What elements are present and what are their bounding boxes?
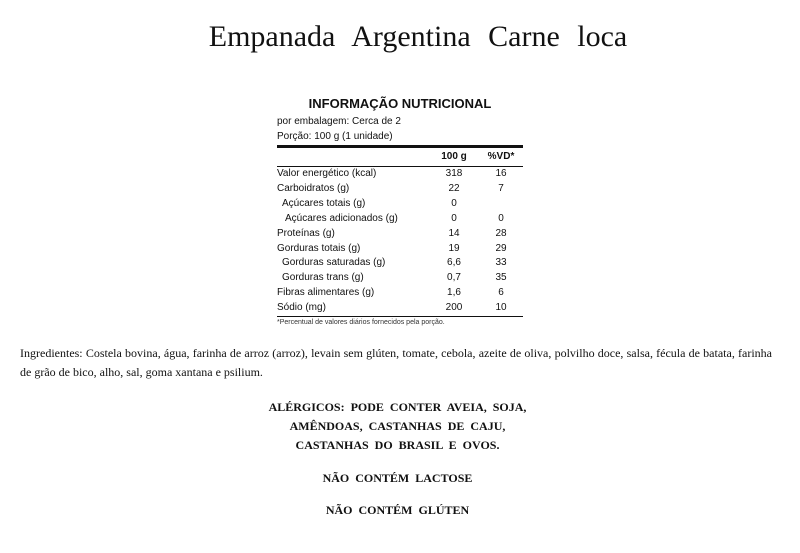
nutrient-name: Carboidratos (g) [277, 182, 350, 194]
nutrient-name: Gorduras saturadas (g) [282, 257, 386, 269]
nutrient-amount: 14 [448, 227, 460, 239]
nutrition-row [277, 271, 523, 286]
nutrient-name: Gorduras trans (g) [282, 272, 364, 284]
nutrition-row [277, 227, 523, 242]
nutrient-amount: 0 [451, 197, 457, 209]
portion-size: Porção: 100 g (1 unidade) [277, 131, 393, 142]
nutrition-table [277, 148, 523, 166]
nutrient-amount: 0,7 [447, 272, 461, 284]
lactose-free-notice: NÃO CONTÉM LACTOSE [322, 471, 473, 485]
nutrient-name: Gorduras totais (g) [277, 242, 361, 254]
nutrient-amount: 22 [448, 182, 460, 194]
nutrient-amount: 200 [445, 302, 463, 314]
column-vd-header: %VD* [487, 151, 515, 162]
nutrition-row [277, 197, 523, 212]
nutrient-amount: 19 [448, 242, 460, 254]
allergens-notice [0, 398, 795, 455]
footer-divider [277, 316, 523, 317]
nutrition-rows [277, 167, 523, 316]
nutrition-row [277, 256, 523, 271]
nutrient-name: Açúcares adicionados (g) [285, 212, 398, 224]
nutrient-amount: 318 [445, 168, 463, 179]
nutrition-row [277, 182, 523, 197]
nutrition-row [277, 242, 523, 257]
nutrition-header-row [277, 148, 523, 166]
daily-value-footnote: *Percentual de valores diários fornecidos pela porção. [277, 319, 445, 327]
nutrient-daily-value: 0 [498, 212, 504, 224]
nutrient-amount: 6,6 [447, 257, 461, 269]
nutrition-row [277, 212, 523, 227]
nutrition-row [277, 286, 523, 301]
nutrient-amount: 1,6 [447, 287, 461, 299]
product-title: Empanada Argentina Carne loca [208, 20, 628, 53]
ingredients-text: Ingredientes: Costela bovina, água, farinha de arroz (arroz), levain sem glúten, tomate, cebola, azeite de oliva, polvilho doce, salsa, fécula de batata, farinha de grão de bico, alho, sal, goma xantana e psilium. [20, 346, 772, 379]
allergens-line: ALÉRGICOS: PODE CONTER AVEIA, SOJA, [268, 400, 527, 414]
servings-per-package: por embalagem: Cerca de 2 [277, 116, 401, 127]
nutrient-daily-value: 6 [498, 287, 504, 299]
nutrition-heading: INFORMAÇÃO NUTRICIONAL [308, 96, 492, 111]
nutrient-name: Sódio (mg) [277, 302, 326, 314]
gluten-free-notice: NÃO CONTÉM GLÚTEN [325, 503, 470, 517]
nutrient-daily-value: 28 [495, 227, 507, 239]
nutrition-row [277, 301, 523, 316]
nutrient-amount: 0 [451, 212, 457, 224]
column-100g-header: 100 g [441, 151, 467, 162]
nutrient-daily-value: 10 [495, 302, 507, 314]
nutrient-daily-value [479, 197, 523, 212]
nutrient-daily-value: 35 [495, 272, 507, 284]
nutrient-name: Fibras alimentares (g) [277, 287, 375, 299]
nutrient-name: Proteínas (g) [277, 227, 335, 239]
nutrient-daily-value: 16 [495, 168, 507, 179]
nutrient-name: Valor energético (kcal) [277, 168, 377, 179]
nutrition-row [277, 167, 523, 182]
allergens-line: AMÊNDOAS, CASTANHAS DE CAJU, [289, 419, 506, 433]
nutrient-daily-value: 33 [495, 257, 507, 269]
nutrient-daily-value: 7 [498, 182, 504, 194]
allergens-line: CASTANHAS DO BRASIL E OVOS. [295, 438, 500, 452]
nutrient-name: Açúcares totais (g) [282, 197, 366, 209]
nutrition-label [277, 96, 523, 326]
nutrient-daily-value: 29 [495, 242, 507, 254]
